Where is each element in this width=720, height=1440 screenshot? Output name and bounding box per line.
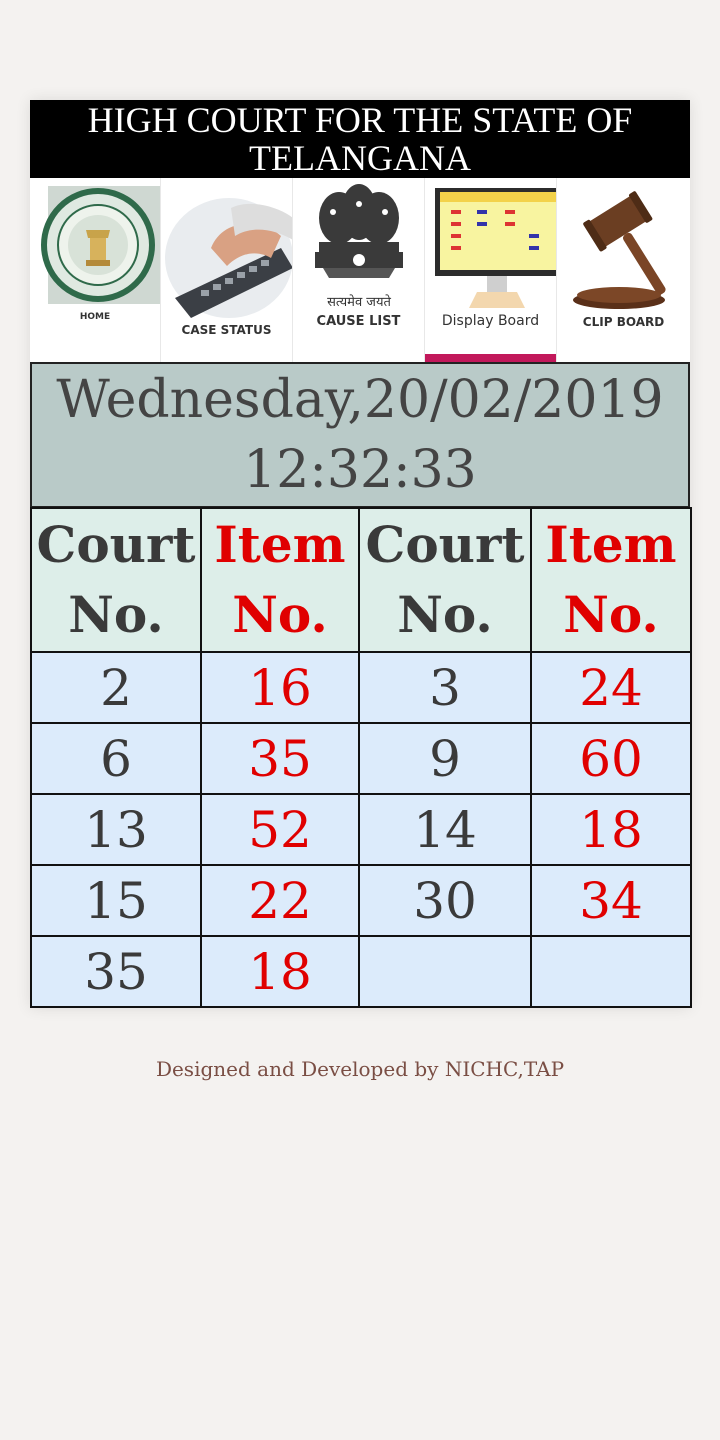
item-no-cell: 34 [531, 865, 691, 936]
gavel-icon [557, 178, 690, 318]
current-date: Wednesday,20/02/2019 [56, 370, 664, 430]
nav-home-label: HOME [79, 312, 111, 322]
nav-bar [30, 178, 690, 362]
item-no-cell: 24 [531, 652, 691, 723]
emblem-motto: सत्यमेव जयते [327, 295, 391, 310]
court-seal-icon [30, 178, 161, 318]
current-time: 12:32:33 [243, 440, 477, 500]
court-no-cell: 14 [359, 794, 531, 865]
item-no-cell [531, 936, 691, 1007]
nav-case-status[interactable] [161, 178, 293, 362]
header-item-no-2: Item No. [531, 508, 691, 652]
table-row [31, 865, 691, 936]
main-card [30, 100, 690, 1008]
court-no-cell: 13 [31, 794, 201, 865]
item-no-cell: 22 [201, 865, 359, 936]
header-court-no-1: Court No. [31, 508, 201, 652]
item-no-cell: 35 [201, 723, 359, 794]
table-row [31, 723, 691, 794]
item-no-cell: 18 [531, 794, 691, 865]
court-no-cell: 9 [359, 723, 531, 794]
court-no-cell: 30 [359, 865, 531, 936]
item-no-cell: 52 [201, 794, 359, 865]
datetime-panel [30, 362, 690, 508]
nav-cause-list[interactable] [293, 178, 425, 362]
nav-clip-board[interactable] [557, 178, 690, 362]
display-board-table [30, 507, 692, 1008]
nav-case-status-label: CASE STATUS [181, 323, 272, 337]
nav-display-board-label: Display Board [441, 313, 540, 329]
footer-credit: Designed and Developed by NICHC,TAP [155, 1057, 565, 1081]
keyboard-typing-icon [161, 178, 293, 318]
nav-cause-list-label: CAUSE LIST [316, 314, 401, 329]
court-no-cell: 35 [31, 936, 201, 1007]
monitor-board-icon [425, 178, 557, 328]
table-row [31, 936, 691, 1007]
header-item-no-1: Item No. [201, 508, 359, 652]
court-no-cell [359, 936, 531, 1007]
nav-clip-board-label: CLIP BOARD [582, 315, 665, 329]
item-no-cell: 60 [531, 723, 691, 794]
nav-home[interactable] [30, 178, 161, 362]
table-row [31, 652, 691, 723]
item-no-cell: 18 [201, 936, 359, 1007]
header-court-no-2: Court No. [359, 508, 531, 652]
court-no-cell: 3 [359, 652, 531, 723]
national-emblem-icon [293, 178, 425, 318]
page-title: HIGH COURT FOR THE STATE OF TELANGANA [30, 100, 690, 178]
court-no-cell: 15 [31, 865, 201, 936]
court-no-cell: 6 [31, 723, 201, 794]
nav-display-board[interactable] [425, 178, 557, 362]
court-no-cell: 2 [31, 652, 201, 723]
item-no-cell: 16 [201, 652, 359, 723]
table-header-row [31, 508, 691, 652]
table-row [31, 794, 691, 865]
